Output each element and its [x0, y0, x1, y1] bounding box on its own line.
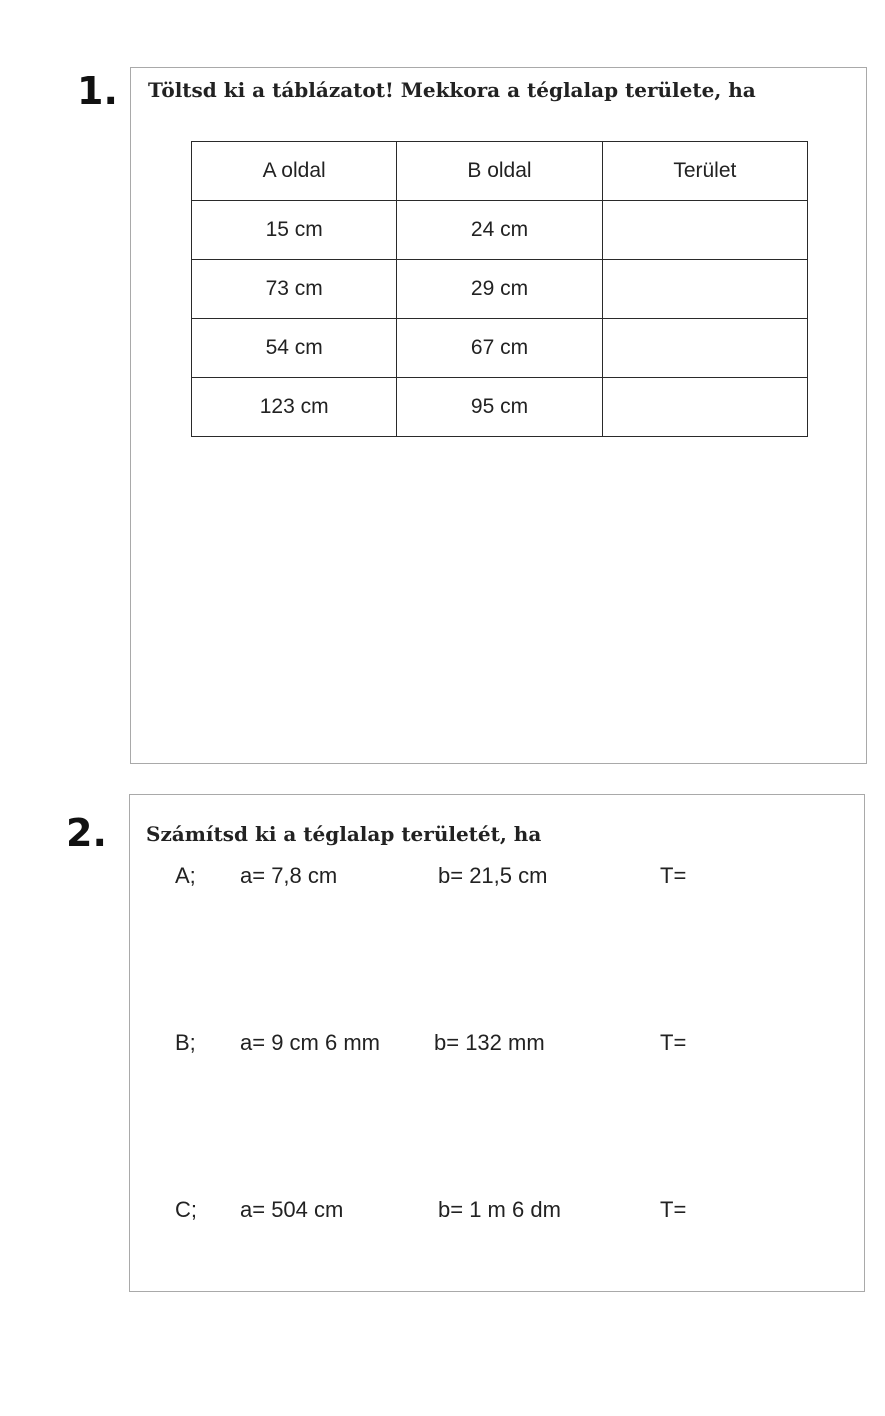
exercise-item-c [130, 1197, 864, 1227]
task-2-instruction: Számítsd ki a téglalap területét, ha [146, 822, 542, 846]
exercise-item-b [130, 1030, 864, 1060]
exercise-item-a [130, 863, 864, 893]
cell-a-side: 15 cm [192, 201, 397, 260]
task-1-instruction: Töltsd ki a táblázatot! Mekkora a téglalap területe, ha [148, 78, 756, 102]
area-answer-field[interactable] [710, 859, 840, 891]
side-b-value: b= 1 m 6 dm [438, 1197, 561, 1222]
item-label: C; [175, 1197, 197, 1222]
side-a-value: a= 504 cm [240, 1197, 344, 1222]
task-2-number: 2. [66, 811, 107, 855]
cell-area-answer[interactable] [602, 378, 807, 437]
item-label: B; [175, 1030, 196, 1055]
cell-area-answer[interactable] [602, 319, 807, 378]
area-label: T= [660, 863, 687, 888]
cell-a-side: 123 cm [192, 378, 397, 437]
header-area: Terület [602, 142, 807, 201]
task-1-box [130, 67, 867, 764]
side-a-value: a= 9 cm 6 mm [240, 1030, 380, 1055]
cell-b-side: 29 cm [397, 260, 602, 319]
table-row [192, 378, 808, 437]
header-b-side: B oldal [397, 142, 602, 201]
area-label: T= [660, 1197, 687, 1222]
item-label: A; [175, 863, 196, 888]
task-1-number: 1. [77, 69, 118, 113]
rectangle-area-table [191, 141, 808, 437]
cell-b-side: 24 cm [397, 201, 602, 260]
task-2-box [129, 794, 865, 1292]
cell-a-side: 73 cm [192, 260, 397, 319]
table-row [192, 201, 808, 260]
table-row [192, 260, 808, 319]
side-b-value: b= 132 mm [434, 1030, 545, 1055]
side-a-value: a= 7,8 cm [240, 863, 338, 888]
area-label: T= [660, 1030, 687, 1055]
table-header-row [192, 142, 808, 201]
cell-area-answer[interactable] [602, 260, 807, 319]
side-b-value: b= 21,5 cm [438, 863, 548, 888]
cell-b-side: 67 cm [397, 319, 602, 378]
cell-area-answer[interactable] [602, 201, 807, 260]
area-answer-field[interactable] [710, 1193, 840, 1225]
cell-a-side: 54 cm [192, 319, 397, 378]
table-row [192, 319, 808, 378]
area-answer-field[interactable] [710, 1026, 840, 1058]
cell-b-side: 95 cm [397, 378, 602, 437]
header-a-side: A oldal [192, 142, 397, 201]
